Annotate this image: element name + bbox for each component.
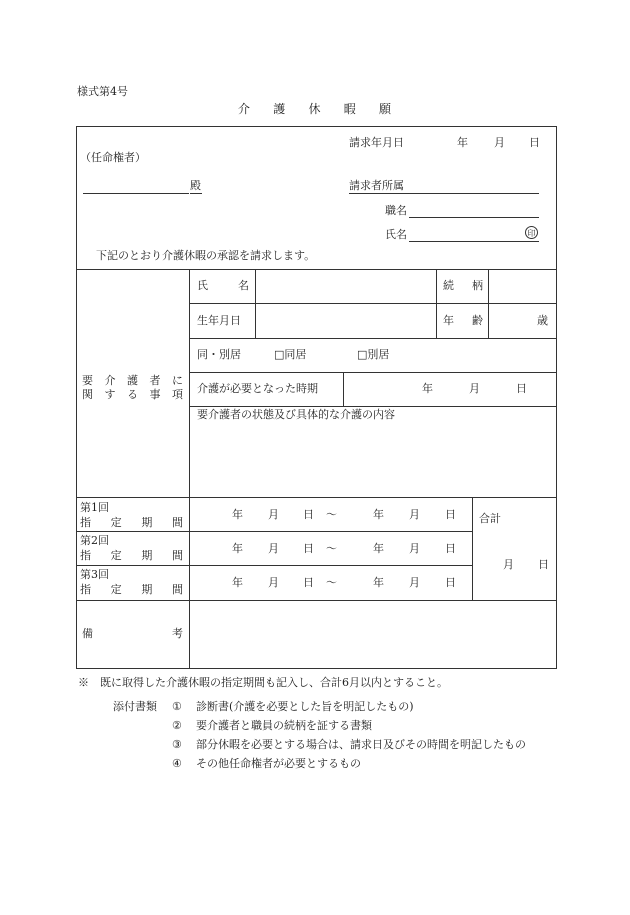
name-label: 氏名: [385, 228, 407, 241]
period-1-sublabel: [80, 517, 183, 528]
care-need-time-label: 介護が必要となった時期: [197, 382, 318, 395]
end-day: 日: [445, 576, 456, 589]
care-section-label-line1: [82, 375, 183, 386]
start-year: 年: [232, 508, 243, 521]
period-2-dates[interactable]: [190, 532, 471, 564]
position-label: 職名: [385, 204, 407, 217]
title-char: 暇: [343, 102, 356, 116]
need-day: 日: [516, 382, 527, 395]
birth-label: 生年月日: [197, 314, 241, 327]
start-day: 日: [303, 508, 314, 521]
attachment-text: 部分休暇を必要とする場合は、請求日及びその時間を明記したもの: [196, 738, 526, 751]
label-char: 要: [82, 374, 93, 387]
need-month: 月: [469, 382, 480, 395]
label-char: 間: [171, 549, 183, 562]
end-month: 月: [409, 576, 420, 589]
end-day: 日: [445, 508, 456, 521]
label-char: 指: [80, 583, 91, 596]
total-month: 月: [503, 558, 514, 571]
label-char: 間: [171, 583, 183, 596]
label-char: 指: [80, 516, 91, 529]
attachment-text: 診断書(介護を必要とした旨を明記したもの): [196, 700, 414, 713]
form-number: 様式第4号: [77, 85, 128, 98]
label-char: る: [127, 388, 138, 401]
label-char: 考: [172, 627, 183, 640]
label-char: 定: [110, 516, 122, 529]
care-name-label: [197, 280, 249, 291]
label-char: に: [172, 374, 183, 387]
period-3-dates[interactable]: [190, 566, 471, 599]
care-condition-label: 要介護者の状態及び具体的な介護の内容: [197, 408, 395, 421]
label-char: 定: [110, 583, 122, 596]
document-title: [238, 103, 391, 115]
name-line[interactable]: [409, 241, 539, 242]
relation-field[interactable]: [489, 270, 556, 303]
position-line[interactable]: [409, 217, 539, 218]
tilde: ～: [326, 542, 337, 555]
affiliation-label: 請求者所属: [349, 179, 404, 192]
seal-icon: 印: [525, 226, 538, 239]
attachment-num: ②: [172, 719, 182, 732]
divider: [189, 372, 557, 373]
period-1-label: 第1回: [80, 501, 109, 514]
period-2-sublabel: [80, 550, 183, 561]
period-1-dates[interactable]: [190, 498, 471, 530]
attachment-num: ①: [172, 700, 182, 713]
attachment-text: その他任命権者が必要とするもの: [196, 757, 361, 770]
birth-field[interactable]: [256, 304, 436, 338]
attachment-num: ④: [172, 757, 182, 770]
honorific: 殿: [190, 179, 201, 192]
age-unit: 歳: [537, 314, 548, 327]
label-char: 備: [82, 627, 93, 640]
label-char: 柄: [472, 279, 483, 292]
end-year: 年: [373, 542, 384, 555]
divider: [189, 406, 557, 407]
label-char: 続: [443, 279, 454, 292]
remarks-field[interactable]: [190, 601, 556, 668]
request-day: 日: [529, 136, 540, 149]
title-char: 休: [308, 102, 321, 116]
attachment-num: ③: [172, 738, 182, 751]
label-char: 介: [104, 374, 116, 387]
title-char: 願: [378, 102, 391, 116]
divider: [472, 497, 473, 600]
start-year: 年: [232, 542, 243, 555]
end-month: 月: [409, 508, 420, 521]
period-3-label: 第3回: [80, 568, 109, 581]
request-year: 年: [457, 136, 468, 149]
separate-residence-checkbox[interactable]: □別居: [357, 348, 390, 361]
end-day: 日: [445, 542, 456, 555]
divider: [189, 338, 557, 339]
same-residence-checkbox[interactable]: □同居: [274, 348, 307, 361]
total-label: 合計: [479, 512, 501, 525]
title-char: 護: [273, 102, 286, 116]
attachment-text: 要介護者と職員の続柄を証する書類: [196, 719, 372, 732]
label-char: 項: [172, 388, 183, 401]
period-2-label: 第2回: [80, 534, 109, 547]
end-year: 年: [373, 508, 384, 521]
label-char: 護: [127, 374, 138, 387]
label-char: 期: [141, 583, 153, 596]
label-char: 事: [149, 388, 161, 401]
honorific-underline: [190, 193, 202, 194]
label-char: 期: [141, 549, 153, 562]
label-char: 指: [80, 549, 91, 562]
label-char: 定: [110, 549, 122, 562]
note-text: ※ 既に取得した介護休暇の指定期間も記入し、合計6月以内とすること。: [78, 676, 448, 689]
care-name-field[interactable]: [256, 270, 436, 303]
title-char: 介: [238, 102, 251, 116]
label-char: 関: [82, 388, 93, 401]
attachments-label: 添付書類: [113, 700, 157, 713]
label-char: 年: [443, 314, 454, 327]
request-statement: 下記のとおり介護休暇の承認を請求します。: [96, 249, 316, 262]
label-char: 期: [141, 516, 153, 529]
total-day: 日: [538, 558, 549, 571]
label-char: 者: [149, 374, 161, 387]
label-char: 間: [171, 516, 183, 529]
relation-label: [443, 280, 483, 291]
start-day: 日: [303, 542, 314, 555]
request-date-label: 請求年月日: [349, 136, 404, 149]
remarks-label: [82, 628, 183, 639]
start-year: 年: [232, 576, 243, 589]
request-month: 月: [494, 136, 505, 149]
affiliation-line[interactable]: [349, 193, 539, 194]
end-year: 年: [373, 576, 384, 589]
care-condition-field[interactable]: [190, 424, 556, 496]
label-char: す: [104, 388, 116, 401]
divider: [343, 372, 344, 406]
divider: [436, 269, 437, 338]
end-month: 月: [409, 542, 420, 555]
label-char: 氏: [197, 279, 208, 292]
residence-label: 同・別居: [197, 348, 241, 361]
start-month: 月: [268, 576, 279, 589]
tilde: ～: [326, 576, 337, 589]
label-char: 名: [238, 279, 249, 292]
age-label: [443, 315, 483, 326]
appointer-name-line[interactable]: [83, 193, 189, 194]
appointer-label: （任命権者）: [80, 151, 146, 164]
tilde: ～: [326, 508, 337, 521]
period-3-sublabel: [80, 584, 183, 595]
need-year: 年: [422, 382, 433, 395]
label-char: 齢: [472, 314, 483, 327]
care-section-label-line2: [82, 389, 183, 400]
start-month: 月: [268, 508, 279, 521]
start-day: 日: [303, 576, 314, 589]
start-month: 月: [268, 542, 279, 555]
